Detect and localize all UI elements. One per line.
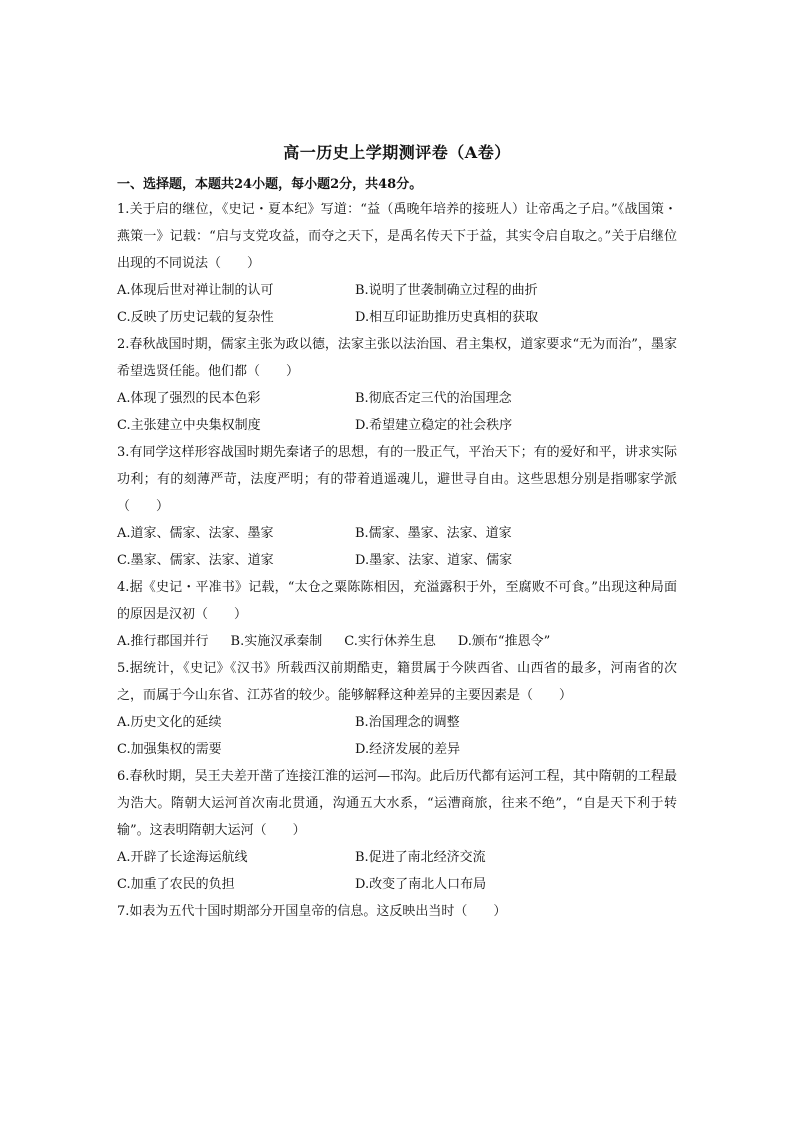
- option-a: A.体现了强烈的民本色彩: [117, 391, 261, 406]
- option-row: [117, 304, 677, 331]
- option-row: [117, 736, 677, 763]
- question-stem: 2.春秋战国时期，儒家主张为政以德，法家主张以法治国、君主集权，道家要求“无为而治”，墨家希望选贤任能。他们都（ ）: [117, 337, 677, 379]
- question: [117, 331, 677, 439]
- option-b: B.促进了南北经济交流: [355, 850, 486, 865]
- option-c: C.加重了农民的负担: [117, 877, 235, 892]
- option-a: A.开辟了长途海运航线: [117, 850, 248, 865]
- question: [117, 655, 677, 763]
- question-stem: 1.关于启的继位，《史记・夏本纪》写道：“益（禹晚年培养的接班人）让帝禹之子启。”《战国策・燕策一》记载：“启与支党攻益，而夺之天下，是禹名传天下于益，其实令启自取之。”关于启继位出现的不同说法（ ）: [117, 202, 677, 271]
- question-stem: 3.有同学这样形容战国时期先秦诸子的思想，有的一股正气，平治天下；有的爱好和平，讲求实际功利；有的刻薄严苛，法度严明；有的带着逍遥魂儿，避世寻自由。这些思想分别是指哪家学派（ ）: [117, 445, 677, 514]
- option-d: D.颁布“推恩令”: [457, 634, 551, 649]
- option-d: D.改变了南北人口布局: [355, 877, 487, 892]
- option-d: D.墨家、法家、道家、儒家: [355, 553, 513, 568]
- option-b: B.治国理念的调整: [355, 715, 460, 730]
- option-row: [117, 412, 677, 439]
- question-stem: 7.如表为五代十国时期部分开国皇帝的信息。这反映出当时（ ）: [117, 904, 507, 919]
- option-b: B.说明了世袭制确立过程的曲折: [355, 283, 538, 298]
- option-row: [117, 547, 677, 574]
- option-c: C.反映了历史记载的复杂性: [117, 310, 274, 325]
- question: [117, 763, 677, 898]
- question-stem: 4.据《史记・平准书》记载，“太仓之粟陈陈相因，充溢露积于外，至腐败不可食。”出现这种局面的原因是汉初（ ）: [117, 580, 677, 622]
- question-stem: 5.据统计，《史记》《汉书》所载西汉前期酷吏，籍贯属于今陕西省、山西省的最多，河南省的次之，而属于今山东省、江苏省的较少。能够解释这种差异的主要因素是（ ）: [117, 661, 677, 703]
- question-stem: 6.春秋时期，吴王夫差开凿了连接江淮的运河—邗沟。此后历代都有运河工程，其中隋朝的工程最为浩大。隋朝大运河首次南北贯通，沟通五大水系，“运漕商旅，往来不绝”，“自是天下利于转输”。这表明隋朝大运河（ ）: [117, 769, 677, 838]
- option-c: C.加强集权的需要: [117, 742, 222, 757]
- option-row: [117, 871, 677, 898]
- option-b: B.儒家、墨家、法家、道家: [355, 526, 512, 541]
- option-c: C.主张建立中央集权制度: [117, 418, 261, 433]
- question: [117, 196, 677, 331]
- option-row: [117, 385, 677, 412]
- option-b: B.实施汉承秦制: [230, 634, 323, 649]
- question-list: [117, 196, 677, 925]
- question: [117, 574, 677, 655]
- option-a: A.道家、儒家、法家、墨家: [117, 526, 274, 541]
- option-c: C.墨家、儒家、法家、道家: [117, 553, 274, 568]
- question: [117, 898, 677, 925]
- option-row: [117, 520, 677, 547]
- option-row: [117, 844, 677, 871]
- option-a: A.推行郡国并行: [117, 634, 209, 649]
- option-row: [117, 628, 677, 655]
- option-b: B.彻底否定三代的治国理念: [355, 391, 512, 406]
- option-a: A.历史文化的延续: [117, 715, 222, 730]
- option-d: D.相互印证助推历史真相的获取: [355, 310, 539, 325]
- option-d: D.经济发展的差异: [355, 742, 461, 757]
- option-a: A.体现后世对禅让制的认可: [117, 283, 274, 298]
- option-row: [117, 277, 677, 304]
- exam-title: 高一历史上学期测评卷（A卷）: [283, 143, 511, 162]
- option-row: [117, 709, 677, 736]
- question: [117, 439, 677, 574]
- option-d: D.希望建立稳定的社会秩序: [355, 418, 513, 433]
- option-c: C.实行休养生息: [344, 634, 436, 649]
- section-heading: 一、选择题，本题共24小题，每小题2分，共48分。: [117, 177, 423, 192]
